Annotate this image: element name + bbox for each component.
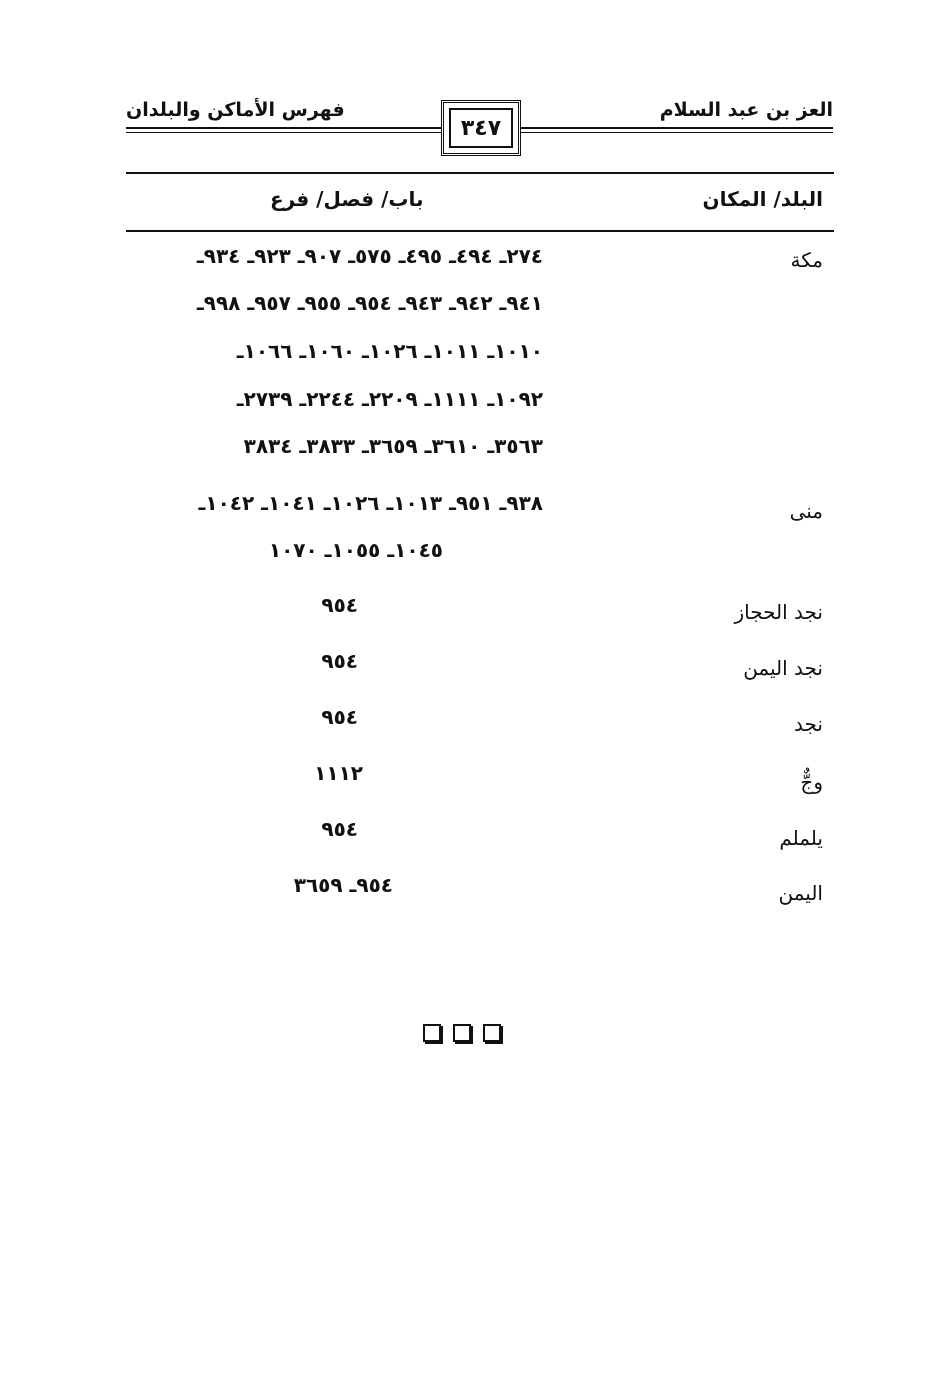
- place-name: نجد الحجاز: [734, 600, 823, 624]
- ref-line: ٩٥٤: [321, 649, 358, 673]
- place-name: مكة: [790, 248, 823, 272]
- page-number: ٣٤٧: [460, 115, 502, 141]
- running-head-author: العز بن عبد السلام: [659, 99, 833, 121]
- place-name: منى: [789, 499, 823, 523]
- place-name: يلملم: [779, 826, 823, 850]
- ref-line: ١٠١٠ـ ١٠١١ـ ١٠٢٦ـ ١٠٦٠ـ ١٠٦٦ـ: [236, 339, 543, 363]
- ref-line: ١١١٢: [314, 761, 363, 785]
- ref-line: ٩٥٤: [321, 593, 358, 617]
- place-name: نجد: [794, 712, 823, 736]
- ref-line: ٩٤١ـ ٩٤٢ـ ٩٤٣ـ ٩٥٤ـ ٩٥٥ـ ٩٥٧ـ ٩٩٨ـ: [196, 291, 543, 315]
- square-ornament-icon: [483, 1024, 501, 1042]
- page-number-frame: [441, 100, 521, 156]
- ref-line: ٩٥٤: [321, 817, 358, 841]
- ref-line: ٩٣٨ـ ٩٥١ـ ١٠١٣ـ ١٠٢٦ـ ١٠٤١ـ ١٠٤٢ـ: [198, 491, 543, 515]
- square-ornament-icon: [453, 1024, 471, 1042]
- place-name: وجٌّ: [800, 770, 823, 794]
- ref-line: ٣٥٦٣ـ ٣٦١٠ـ ٣٦٥٩ـ ٣٨٣٣ـ ٣٨٣٤: [243, 434, 543, 458]
- ref-line: ٩٥٤ـ ٣٦٥٩: [293, 873, 393, 897]
- running-head-section: فهرس الأماكن والبلدان: [126, 99, 345, 121]
- table-head-rule: [126, 230, 834, 232]
- ref-line: ٩٥٤: [321, 705, 358, 729]
- column-header-refs: باب/ فصل/ فرع: [270, 187, 424, 211]
- ref-line: ٢٧٤ـ ٤٩٤ـ ٤٩٥ـ ٥٧٥ـ ٩٠٧ـ ٩٢٣ـ ٩٣٤ـ: [196, 244, 543, 268]
- column-header-place: البلد/ المكان: [702, 187, 823, 211]
- header-rule-right-bottom: [521, 132, 833, 133]
- header-rule-left-top: [126, 127, 441, 129]
- table-top-rule: [126, 172, 834, 174]
- end-ornament: [423, 1024, 501, 1042]
- ref-line: ١٠٤٥ـ ١٠٥٥ـ ١٠٧٠: [268, 538, 443, 562]
- header-rule-right-top: [521, 127, 833, 129]
- place-name: اليمن: [778, 881, 823, 905]
- header-rule-left-bottom: [126, 132, 441, 133]
- ref-line: ١٠٩٢ـ ١١١١ـ ٢٢٠٩ـ ٢٢٤٤ـ ٢٧٣٩ـ: [236, 387, 543, 411]
- square-ornament-icon: [423, 1024, 441, 1042]
- place-name: نجد اليمن: [743, 656, 823, 680]
